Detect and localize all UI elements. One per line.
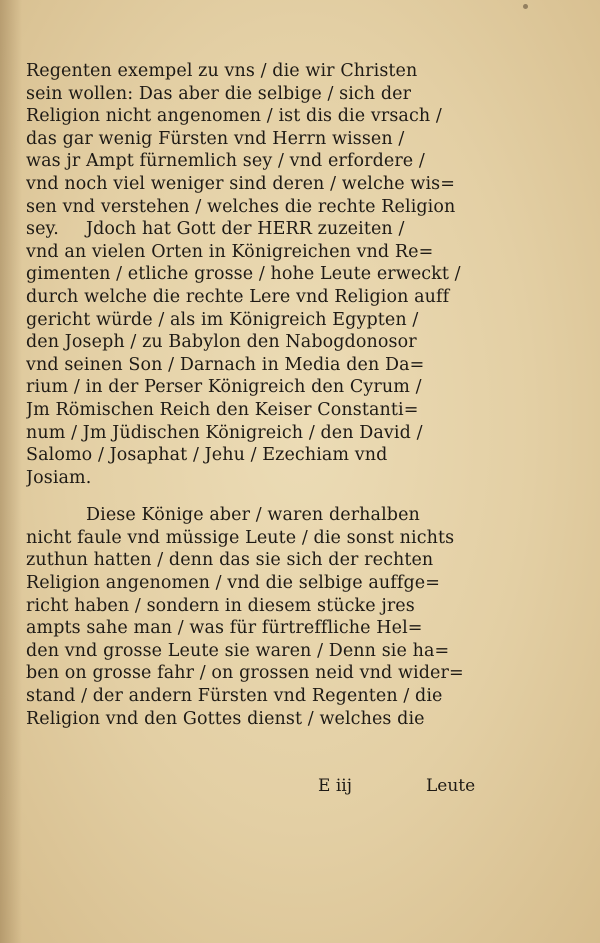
text-line: rium / in der Perser Königreich den Cyrum / (26, 377, 422, 398)
text-line: Religion vnd den Gottes dienst / welches die (26, 708, 425, 729)
text-line: zuthun hatten / denn das sie sich der rechten (26, 550, 434, 571)
ink-speck (523, 4, 528, 9)
text-line: vnd noch viel weniger sind deren / welche wis= (26, 173, 455, 194)
gutter-shadow (0, 0, 22, 943)
text-line: sein wollen: Das aber die selbige / sich der (26, 83, 412, 104)
text-line: Jm Römischen Reich den Keiser Constanti= (26, 399, 419, 420)
text-line: den Joseph / zu Babylon den Nabogdonosor (26, 332, 417, 353)
text-line: Diese Könige aber / waren derhalben (86, 505, 420, 526)
text-line: das gar wenig Fürsten vnd Herrn wissen / (26, 128, 405, 149)
text-line: num / Jm Jüdischen Königreich / den David / (26, 422, 423, 443)
text-line: vnd seinen Son / Darnach in Media den Da= (26, 354, 425, 375)
text-line: Jdoch hat Gott der HERR zuzeiten / (86, 219, 405, 240)
catchword: Leute (426, 776, 476, 796)
text-line: Religion angenomen / vnd die selbige auffge= (26, 573, 440, 594)
text-line: Salomo / Josaphat / Jehu / Ezechiam vnd (26, 445, 388, 466)
text-line: durch welche die rechte Lere vnd Religion auff (26, 286, 450, 307)
text-line: ben on grosse fahr / on grossen neid vnd wider= (26, 663, 464, 684)
text-line: sen vnd verstehen / welches die rechte Religion (26, 196, 456, 217)
text-line: stand / der andern Fürsten vnd Regenten / die (26, 686, 443, 707)
text-line: richt haben / sondern in diesem stücke jres (26, 595, 415, 616)
text-line: was jr Ampt fürnemlich sey / vnd erfordere / (26, 151, 425, 172)
page-footer (0, 776, 600, 800)
text-line: den vnd grosse Leute sie waren / Denn sie ha= (26, 640, 450, 661)
signature-mark: E iij (318, 776, 352, 796)
text-line: ampts sahe man / was für fürtreffliche Hel= (26, 618, 423, 639)
text-line: gericht würde / als im Königreich Egypten / (26, 309, 419, 330)
paragraph-gap (26, 489, 496, 504)
body-text (26, 60, 496, 730)
text-line: Regenten exempel zu vns / die wir Christen (26, 61, 418, 81)
text-line: vnd an vielen Orten in Königreichen vnd Re= (26, 241, 434, 262)
text-line: Josiam. (26, 467, 92, 488)
text-line: nicht faule vnd müssige Leute / die sonst nichts (26, 527, 455, 548)
text-line: Religion nicht angenomen / ist dis die vrsach / (26, 106, 442, 127)
text-line: sey. (26, 219, 59, 240)
text-line: gimenten / etliche grosse / hohe Leute erweckt / (26, 264, 461, 285)
